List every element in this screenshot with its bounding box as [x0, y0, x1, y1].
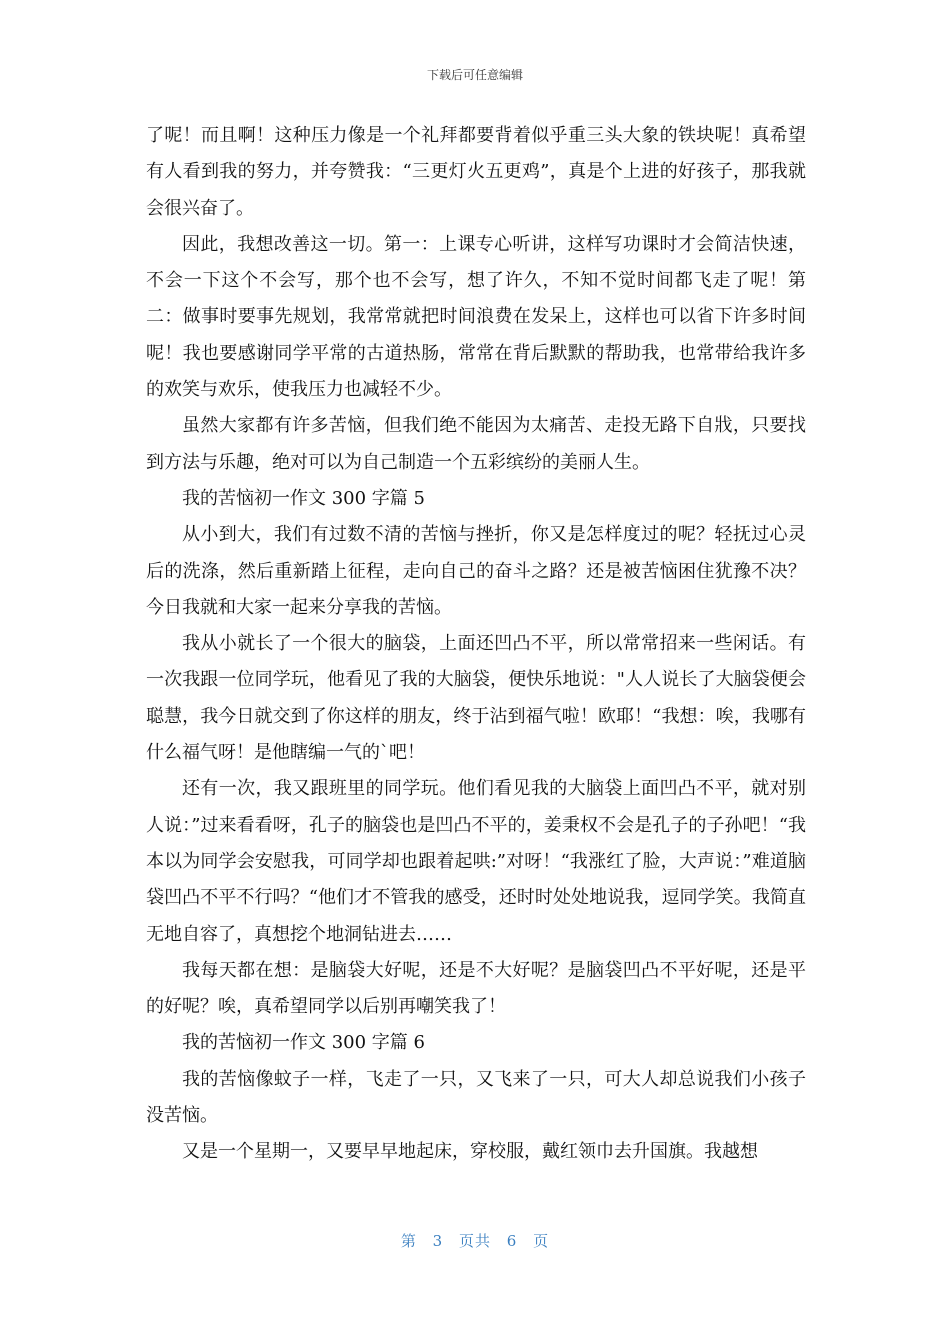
paragraph-continuation: 了呢！而且啊！这种压力像是一个礼拜都要背着似乎重三头大象的铁块呢！真希望有人看到我的努力，并夸赞我：“三更灯火五更鸡”，真是个上进的好孩子，那我就会很兴奋了。 [146, 125, 806, 219]
footer-suffix: 页 [533, 1232, 550, 1250]
paragraph: 虽然大家都有许多苦恼，但我们绝不能因为太痛苦、走投无路下自戕，只要找到方法与乐趣，绝对可以为自己制造一个五彩缤纷的美丽人生。 [146, 415, 806, 473]
paragraph: 还有一次，我又跟班里的同学玩。他们看见我的大脑袋上面凹凸不平，就对别人说：”过来看看呀，孔子的脑袋也是凹凸不平的，姜秉权不会是孔子的子孙吧！“我本以为同学会安慰我，可同学却也跟着起哄:”对呀！“我涨红了脸，大声说：”难道脑袋凹凸不平不行吗？“他们才不管我的感受，还时时处处地说我，逗同学笑。我简直无地自容了，真想挖个地洞钻进去…… [146, 778, 806, 945]
paragraph: 从小到大，我们有过数不清的苦恼与挫折，你又是怎样度过的呢？轻抚过心灵后的洗涤，然后重新踏上征程，走向自己的奋斗之路？还是被苦恼困住犹豫不决？今日我就和大家一起来分享我的苦恼。 [146, 524, 806, 618]
page-header: 下载后可任意编辑 [426, 68, 523, 82]
paragraph: 因此，我想改善这一切。第一：上课专心听讲，这样写功课时才会简洁快速，不会一下这个不会写，那个也不会写，想了许久，不知不觉时间都飞走了呢！第二：做事时要事先规划，我常常就把时间浪费在发呆上，这样也可以省下许多时间呢！我也要感谢同学平常的古道热肠，常常在背后默默的帮助我，也常带给我许多的欢笑与欢乐，使我压力也减轻不少。 [146, 233, 806, 401]
page-footer [0, 1230, 950, 1251]
footer-current-page: 3 [432, 1232, 444, 1250]
footer-total-pages: 6 [506, 1232, 518, 1250]
footer-prefix: 第 [400, 1232, 417, 1250]
section-heading: 我的苦恼初一作文 300 字篇 6 [182, 1032, 425, 1054]
paragraph: 我每天都在想：是脑袋大好呢，还是不大好呢？是脑袋凹凸不平好呢，还是平的好呢？唉，真希望同学以后别再嘲笑我了！ [146, 959, 806, 1018]
section-heading: 我的苦恼初一作文 300 字篇 5 [182, 487, 425, 509]
document-body [146, 118, 806, 1171]
paragraph: 我从小就长了一个很大的脑袋，上面还凹凸不平，所以常常招来一些闲话。有一次我跟一位同学玩，他看见了我的大脑袋，便快乐地说："人人说长了大脑袋便会聪慧，我今日就交到了你这样的朋友，终于沾到福气啦！欧耶！“我想：唉，我哪有什么福气呀！是他瞎编一气的`吧！ [146, 633, 806, 764]
footer-middle: 页共 [458, 1232, 491, 1250]
paragraph: 又是一个星期一，又要早早地起床，穿校服，戴红领巾去升国旗。我越想 [182, 1141, 758, 1163]
paragraph: 我的苦恼像蚊子一样，飞走了一只，又飞来了一只，可大人却总说我们小孩子没苦恼。 [146, 1068, 806, 1127]
